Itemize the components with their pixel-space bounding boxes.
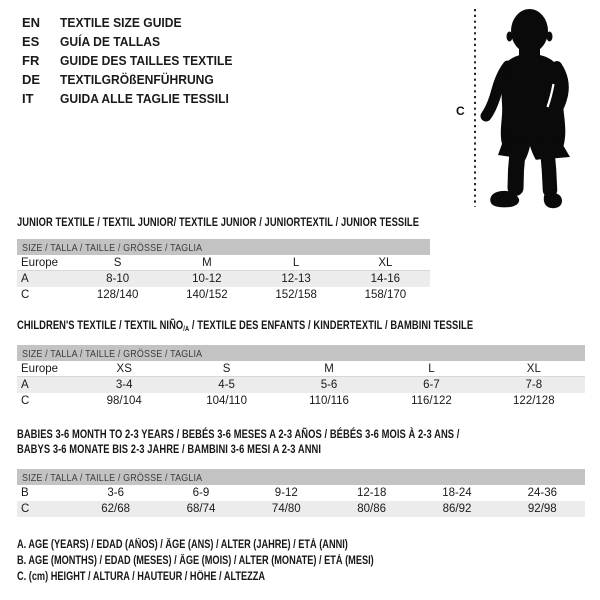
size-cell: 74/80 [271,503,301,515]
size-cell: 7-8 [525,379,543,391]
size-cell: 140/152 [186,289,228,301]
size-cell: 122/128 [513,395,555,407]
size-cell: S [222,363,231,375]
lang-label: TEXTILGRÖßENFÜHRUNG [60,72,214,87]
size-cell: 98/104 [106,395,142,407]
toddler-silhouette-icon [450,0,600,215]
lang-code: ES [22,34,40,49]
lang-label: GUIDA ALLE TAGLIE TESSILI [60,91,229,106]
section-junior-textile [17,215,430,303]
size-cell: 8-10 [106,273,130,285]
size-header-label: SIZE / TALLA / TAILLE / GRÖSSE / TAGLIA [22,472,203,484]
size-cell: 6-7 [423,379,440,391]
lang-label: GUIDE DES TAILLES TEXTILE [60,53,233,68]
junior-size-table [17,239,430,303]
size-cell: L [428,363,435,375]
size-cell: 5-6 [320,379,338,391]
table-row-c [17,287,430,303]
size-cell: L [292,257,300,269]
section-babies-textile [17,427,585,517]
size-header-label: SIZE / TALLA / TAILLE / GRÖSSE / TAGLIA [22,348,203,360]
size-cell: M [202,257,212,269]
lang-code: FR [22,53,40,68]
size-cell: 3-4 [115,379,133,391]
title-part: / TEXTILE DES ENFANTS / KINDERTEXTIL / BAMBINI TESSILE [189,318,474,332]
size-cell: 86/92 [442,503,472,515]
legend-line-b: B. AGE (MONTHS) / EDAD (MESES) / ÂGE (MOIS) / ALTER (MONATE) / ETÀ (MESI) [17,555,374,567]
size-cell: 24-36 [527,487,558,499]
row-label: B [21,487,29,499]
lang-code: IT [22,91,34,106]
size-header-bar [17,469,585,485]
size-cell: 18-24 [442,487,472,499]
size-cell: 68/74 [186,503,216,515]
size-cell: M [324,363,334,375]
size-cell: 110/116 [309,395,349,407]
legend-line-a: A. AGE (YEARS) / EDAD (AÑOS) / ÂGE (ANS) / ALTER (JAHRE) / ETÀ (ANNI) [17,539,348,551]
lang-code: EN [22,15,41,30]
table-row-c [17,501,585,517]
row-label: C [21,289,30,301]
lang-row-en [22,13,245,32]
size-cell: 104/110 [206,395,247,407]
size-cell: 6-9 [192,487,210,499]
lang-label: GUÍA DE TALLAS [60,34,161,49]
size-cell: 9-12 [274,487,298,499]
size-cell: XS [116,363,132,375]
section-childrens-textile [17,318,585,409]
height-label-c: C [456,104,465,118]
lang-row-fr [22,51,245,70]
title-part: CHILDREN'S TEXTILE / TEXTIL NIÑO [17,318,184,332]
size-cell: 92/98 [527,503,557,515]
size-cell: 4-5 [218,379,235,391]
size-cell: 62/68 [101,503,131,515]
row-label: C [21,395,30,407]
table-row-c [17,393,585,409]
baby-height-figure [450,0,600,215]
section-title [17,318,474,336]
table-row-a [17,271,430,287]
size-cell: 3-6 [107,487,124,499]
row-label: Europe [21,257,59,269]
babies-size-table [17,469,585,517]
size-cell: S [113,257,122,269]
legend-line-c: C. (cm) HEIGHT / ALTURA / HAUTEUR / HÖHE / ALTEZZA [17,571,266,583]
table-row-a [17,377,585,393]
size-cell: 152/158 [275,289,317,301]
row-label: Europe [21,363,59,375]
size-cell: 128/140 [96,289,139,301]
lang-code: DE [22,72,41,87]
lang-row-es [22,32,245,51]
size-header-bar [17,345,585,361]
row-label: C [21,503,30,515]
size-header-label: SIZE / TALLA / TAILLE / GRÖSSE / TAGLIA [22,242,203,254]
section-title-line2: BABYS 3-6 MONATE BIS 2-3 JAHRE / BAMBINI 3-6 MESI A 2-3 ANNI [17,442,322,456]
size-cell: 80/86 [357,503,387,515]
measurement-legend [17,537,463,585]
table-row-b [17,485,585,501]
lang-row-de [22,70,245,89]
lang-label: TEXTILE SIZE GUIDE [60,15,182,30]
row-label: A [21,273,29,285]
language-header [22,13,245,108]
table-row-europe [17,255,430,271]
size-cell: 14-16 [370,273,401,285]
size-header-bar [17,239,430,255]
size-cell: 158/170 [364,289,407,301]
section-title: JUNIOR TEXTILE / TEXTIL JUNIOR/ TEXTILE JUNIOR / JUNIORTEXTIL / JUNIOR TESSILE [17,215,420,229]
section-title-line1: BABIES 3-6 MONTH TO 2-3 YEARS / BEBÉS 3-6 MESES A 2-3 AÑOS / BÉBÉS 3-6 MOIS À 2-3 ANS / [17,427,460,441]
size-cell: 116/122 [411,395,452,407]
size-cell: 12-13 [281,273,311,285]
children-size-table [17,345,585,409]
size-cell: XL [526,363,541,375]
size-cell: 10-12 [192,273,222,285]
table-row-europe [17,361,585,377]
row-label: A [21,379,29,391]
size-cell: XL [378,257,393,269]
size-cell: 12-18 [356,487,387,499]
lang-row-it [22,89,245,108]
title-subscript: /A [183,324,190,333]
